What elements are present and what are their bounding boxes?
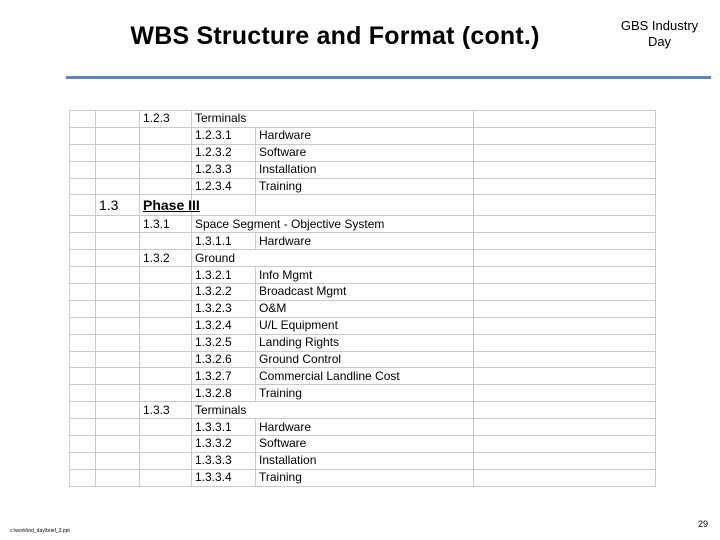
margin-cell: [70, 334, 96, 351]
level3-cell: [140, 284, 192, 301]
margin-cell: [70, 195, 96, 216]
level2-cell: [96, 267, 140, 284]
table-row: [70, 419, 656, 436]
level4-cell: 1.3.3.1: [192, 419, 256, 436]
level2-cell: 1.3: [96, 195, 140, 216]
spare-cell: [474, 469, 656, 486]
level2-cell: [96, 317, 140, 334]
level3-cell: [140, 317, 192, 334]
table-row: [70, 452, 656, 469]
spare-cell: [474, 233, 656, 250]
margin-cell: [70, 250, 96, 267]
table-row: [70, 127, 656, 144]
level2-cell: [96, 402, 140, 419]
description-cell: Installation: [256, 161, 474, 178]
level2-cell: [96, 250, 140, 267]
level2-cell: [96, 284, 140, 301]
margin-cell: [70, 469, 96, 486]
level2-cell: [96, 351, 140, 368]
table-row: [70, 334, 656, 351]
margin-cell: [70, 351, 96, 368]
spare-cell: [474, 300, 656, 317]
level4-cell: 1.2.3.3: [192, 161, 256, 178]
margin-cell: [70, 284, 96, 301]
description-cell: Broadcast Mgmt: [256, 284, 474, 301]
level3-cell: [140, 233, 192, 250]
spare-cell: [474, 452, 656, 469]
title-divider: [66, 76, 711, 79]
margin-cell: [70, 385, 96, 402]
margin-cell: [70, 161, 96, 178]
level4-label-cell: Space Segment - Objective System: [192, 216, 474, 233]
level4-label-cell: Terminals: [192, 111, 474, 128]
level4-cell: 1.3.2.4: [192, 317, 256, 334]
level2-cell: [96, 334, 140, 351]
spare-cell: [474, 144, 656, 161]
spare-cell: [474, 267, 656, 284]
table-row: [70, 368, 656, 385]
table-row: [70, 317, 656, 334]
table-row: [70, 351, 656, 368]
level2-cell: [96, 111, 140, 128]
margin-cell: [70, 144, 96, 161]
table-row: [70, 111, 656, 128]
level4-cell: 1.3.2.1: [192, 267, 256, 284]
spare-cell: [474, 351, 656, 368]
margin-cell: [70, 368, 96, 385]
level4-label-cell: Ground: [192, 250, 474, 267]
level2-cell: [96, 178, 140, 195]
spare-cell: [474, 178, 656, 195]
phase-row: [70, 195, 656, 216]
table-row: [70, 144, 656, 161]
table-row: [70, 436, 656, 453]
event-label: [612, 18, 707, 50]
table-row: [70, 161, 656, 178]
margin-cell: [70, 452, 96, 469]
level2-cell: [96, 368, 140, 385]
description-cell: Software: [256, 144, 474, 161]
level3-cell: [140, 368, 192, 385]
level2-cell: [96, 419, 140, 436]
description-cell: Hardware: [256, 419, 474, 436]
level3-cell: [140, 334, 192, 351]
description-cell: Landing Rights: [256, 334, 474, 351]
level4-label-cell: Terminals: [192, 402, 474, 419]
level4-cell: 1.3.2.6: [192, 351, 256, 368]
spare-cell: [474, 216, 656, 233]
level3-cell: Phase III: [140, 195, 192, 216]
table-row: [70, 178, 656, 195]
level4-cell: 1.3.3.3: [192, 452, 256, 469]
spare-cell: [474, 127, 656, 144]
level3-cell: 1.3.1: [140, 216, 192, 233]
level3-cell: 1.2.3: [140, 111, 192, 128]
level2-cell: [96, 436, 140, 453]
level3-cell: [140, 300, 192, 317]
description-cell: [256, 195, 474, 216]
table-row: [70, 385, 656, 402]
spare-cell: [474, 284, 656, 301]
spare-cell: [474, 317, 656, 334]
table-row: [70, 300, 656, 317]
margin-cell: [70, 216, 96, 233]
level3-cell: [140, 161, 192, 178]
level4-cell: 1.2.3.1: [192, 127, 256, 144]
level3-cell: [140, 469, 192, 486]
level3-cell: [140, 419, 192, 436]
level4-cell: [192, 195, 256, 216]
spare-cell: [474, 334, 656, 351]
slide-title: WBS Structure and Format (cont.): [130, 22, 540, 50]
level3-cell: [140, 178, 192, 195]
table-row: [70, 233, 656, 250]
level4-cell: 1.2.3.4: [192, 178, 256, 195]
description-cell: Info Mgmt: [256, 267, 474, 284]
level2-cell: [96, 452, 140, 469]
level3-cell: 1.3.2: [140, 250, 192, 267]
spare-cell: [474, 161, 656, 178]
event-label-line-2: Day: [647, 34, 672, 49]
level3-cell: [140, 436, 192, 453]
level2-cell: [96, 233, 140, 250]
margin-cell: [70, 233, 96, 250]
margin-cell: [70, 178, 96, 195]
level2-cell: [96, 144, 140, 161]
level3-cell: [140, 351, 192, 368]
event-label-line-1: GBS Industry: [620, 18, 699, 33]
level4-cell: 1.3.2.5: [192, 334, 256, 351]
level3-cell: 1.3.3: [140, 402, 192, 419]
table-row: [70, 216, 656, 233]
margin-cell: [70, 402, 96, 419]
description-cell: U/L Equipment: [256, 317, 474, 334]
level2-cell: [96, 469, 140, 486]
spare-cell: [474, 195, 656, 216]
description-cell: Software: [256, 436, 474, 453]
table-row: [70, 267, 656, 284]
level3-cell: [140, 452, 192, 469]
table-row: [70, 284, 656, 301]
level3-cell: [140, 127, 192, 144]
level4-cell: 1.2.3.2: [192, 144, 256, 161]
wbs-table: [69, 110, 656, 487]
margin-cell: [70, 127, 96, 144]
margin-cell: [70, 111, 96, 128]
level2-cell: [96, 300, 140, 317]
level4-cell: 1.3.2.3: [192, 300, 256, 317]
spare-cell: [474, 250, 656, 267]
level2-cell: [96, 161, 140, 178]
table-row: [70, 402, 656, 419]
margin-cell: [70, 317, 96, 334]
spare-cell: [474, 436, 656, 453]
level4-cell: 1.3.3.4: [192, 469, 256, 486]
description-cell: O&M: [256, 300, 474, 317]
level3-cell: [140, 144, 192, 161]
table-row: [70, 469, 656, 486]
level4-cell: 1.3.2.7: [192, 368, 256, 385]
spare-cell: [474, 419, 656, 436]
margin-cell: [70, 267, 96, 284]
level2-cell: [96, 127, 140, 144]
description-cell: Training: [256, 469, 474, 486]
description-cell: Hardware: [256, 233, 474, 250]
level4-cell: 1.3.2.8: [192, 385, 256, 402]
margin-cell: [70, 436, 96, 453]
spare-cell: [474, 402, 656, 419]
spare-cell: [474, 385, 656, 402]
spare-cell: [474, 111, 656, 128]
level3-cell: [140, 385, 192, 402]
description-cell: Ground Control: [256, 351, 474, 368]
description-cell: Commercial Landline Cost: [256, 368, 474, 385]
level4-cell: 1.3.3.2: [192, 436, 256, 453]
margin-cell: [70, 300, 96, 317]
margin-cell: [70, 419, 96, 436]
level4-cell: 1.3.2.2: [192, 284, 256, 301]
table-row: [70, 250, 656, 267]
description-cell: Training: [256, 178, 474, 195]
level4-cell: 1.3.1.1: [192, 233, 256, 250]
footer-file-path: c:\work\ind_day\brief_3.ppt: [10, 528, 70, 534]
level3-cell: [140, 267, 192, 284]
description-cell: Installation: [256, 452, 474, 469]
description-cell: Hardware: [256, 127, 474, 144]
level2-cell: [96, 216, 140, 233]
description-cell: Training: [256, 385, 474, 402]
page-number: 29: [697, 519, 708, 529]
spare-cell: [474, 368, 656, 385]
level2-cell: [96, 385, 140, 402]
